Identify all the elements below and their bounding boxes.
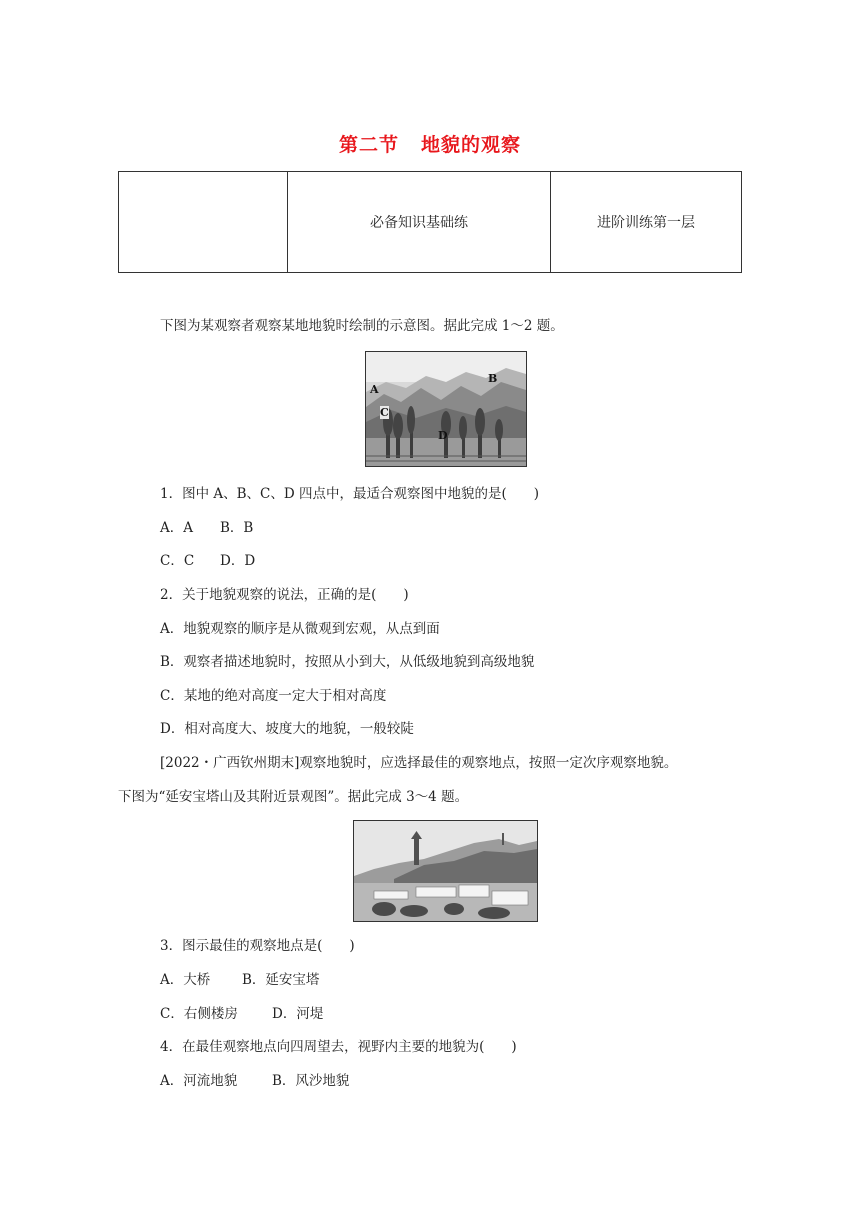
intro-q3-4-line1: [2022・广西钦州期末]观察地貌时，应选择最佳的观察地点，按照一定次序观察地貌。 [160, 755, 678, 771]
point-label-c: C [380, 406, 389, 419]
question-1-options-row1 [160, 518, 253, 538]
question-1-option-a[interactable]: A．A [160, 520, 193, 536]
header-cell-blank [119, 172, 288, 273]
section-number: 第二节 [338, 134, 399, 156]
baota-mountain-image [354, 821, 537, 921]
landform-sketch-image [366, 352, 526, 466]
question-4-options-row1 [160, 1071, 349, 1091]
landform-sketch-figure [365, 351, 527, 467]
question-3-option-b[interactable]: B．延安宝塔 [242, 972, 320, 988]
section-name: 地貌的观察 [421, 134, 522, 156]
point-label-a: A [370, 383, 379, 396]
point-label-b: B [488, 372, 498, 385]
question-3-option-c[interactable]: C．右侧楼房 [160, 1006, 238, 1022]
question-3-options-row2 [160, 1004, 323, 1024]
question-3-options-row1 [160, 970, 319, 990]
intro-q3-4-line2: 下图为“延安宝塔山及其附近景观图”。据此完成 3～4 题。 [118, 789, 469, 805]
intro-q1-2: 下图为某观察者观察某地地貌时绘制的示意图。据此完成 1～2 题。 [160, 318, 564, 334]
question-4-option-b[interactable]: B．风沙地貌 [272, 1073, 350, 1089]
question-4-option-a[interactable]: A．河流地貌 [160, 1073, 238, 1089]
question-2-option-a[interactable]: A．地貌观察的顺序是从微观到宏观，从点到面 [160, 621, 440, 637]
page-title [0, 130, 860, 157]
question-1-stem: 1．图中 A、B、C、D 四点中，最适合观察图中地貌的是( ) [160, 486, 540, 502]
point-label-d: D [438, 429, 448, 442]
question-3-stem: 3．图示最佳的观察地点是( ) [160, 938, 355, 954]
header-cell-advanced: 进阶训练第一层 [551, 172, 742, 273]
question-3-option-a[interactable]: A．大桥 [160, 972, 211, 988]
question-1-option-d[interactable]: D．D [220, 553, 256, 569]
question-2-option-c[interactable]: C．某地的绝对高度一定大于相对高度 [160, 688, 387, 704]
question-1-option-c[interactable]: C．C [160, 553, 195, 569]
header-cell-basic: 必备知识基础练 [288, 172, 551, 273]
question-2-option-b[interactable]: B．观察者描述地貌时，按照从小到大，从低级地貌到高级地貌 [160, 654, 535, 670]
question-2-option-d[interactable]: D．相对高度大、坡度大的地貌，一般较陡 [160, 721, 414, 737]
question-3-option-d[interactable]: D．河堤 [272, 1006, 324, 1022]
question-1-options-row2 [160, 551, 255, 571]
baota-mountain-photo [353, 820, 538, 922]
question-4-stem: 4．在最佳观察地点向四周望去，视野内主要的地貌为( ) [160, 1039, 517, 1055]
question-2-stem: 2．关于地貌观察的说法，正确的是( ) [160, 587, 409, 603]
question-1-option-b[interactable]: B．B [220, 520, 254, 536]
header-table [118, 171, 742, 273]
